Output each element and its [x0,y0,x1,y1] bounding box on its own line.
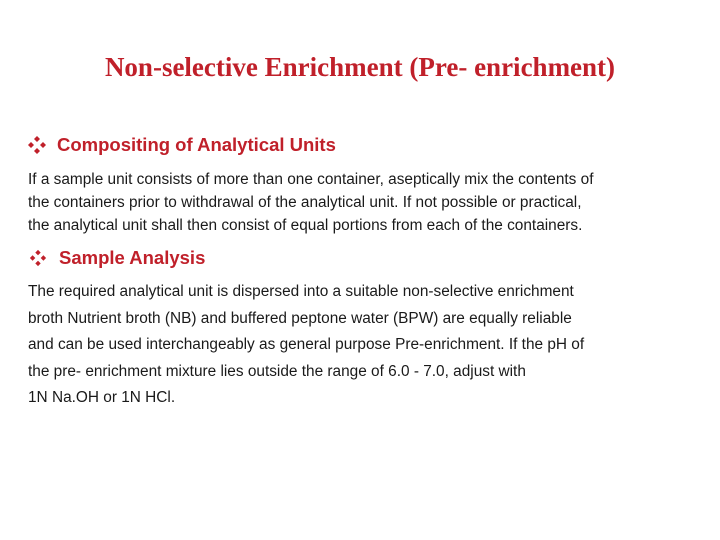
section-heading-text: Compositing of Analytical Units [57,134,336,155]
paragraph-compositing [28,168,593,237]
paragraph-sample-analysis [28,279,584,412]
section-heading-text: Sample Analysis [59,247,206,268]
paragraph-line: the pre- enrichment mixture lies outside the range of 6.0 - 7.0, adjust with [28,362,526,380]
paragraph-line: broth Nutrient broth (NB) and buffered peptone water (BPW) are equally reliable [28,309,572,327]
paragraph-line: the containers prior to withdrawal of the analytical unit. If not possible or practical, [28,194,582,211]
paragraph-line: the analytical unit shall then consist of equal portions from each of the containers. [28,217,583,234]
slide-title: Non-selective Enrichment (Pre- enrichment) [104,52,616,82]
paragraph-line: 1N Na.OH or 1N HCl. [28,389,176,406]
paragraph-line: The required analytical unit is dispersed into a suitable non-selective enrichment [28,283,574,300]
diamond-bullet-icon [27,135,47,155]
paragraph-line: and can be used interchangeably as general purpose Pre-enrichment. If the pH of [28,336,585,353]
section-heading-compositing [27,134,336,156]
paragraph-line: If a sample unit consists of more than one container, aseptically mix the contents of [28,171,594,188]
section-heading-sample-analysis [29,247,205,269]
diamond-bullet-icon [29,249,47,267]
